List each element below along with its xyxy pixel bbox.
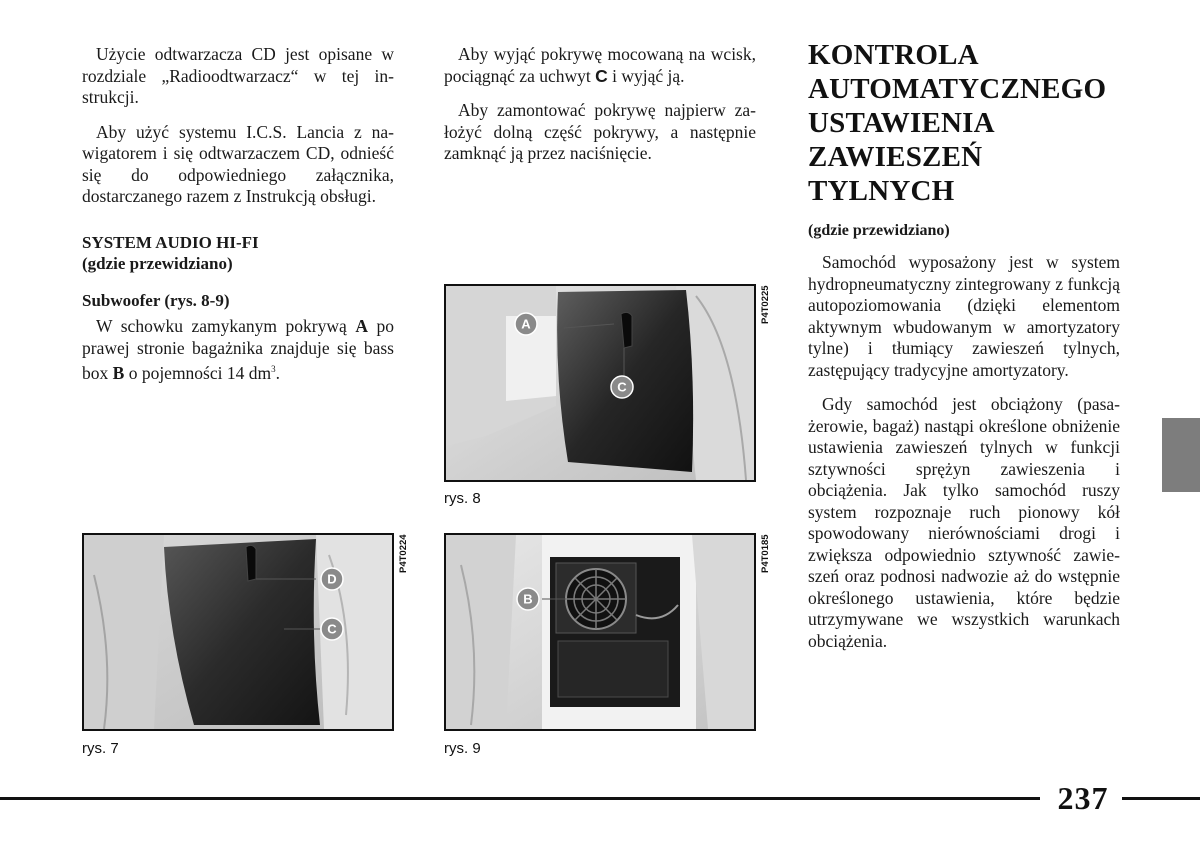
figure-8-code: P4T0225 xyxy=(760,285,771,324)
column-left xyxy=(82,44,394,384)
paragraph-ics-navigator: Aby użyć systemu I.C.S. Lancia z nawigatorem i się odtwarzaczem CD, odnieść się do odpowiedniego załącznika, dostarczanego razem z Instrukcją obsługi. xyxy=(82,121,394,206)
paragraph-remove-cover: Aby wyjąć pokrywę mocowaną na wcisk, pociągnąć za uchwyt C i wyjąć ją. xyxy=(444,44,756,86)
title-line: AUTOMATYCZNEGO xyxy=(808,73,1107,105)
footer-rule-right xyxy=(1122,797,1200,800)
title-line: USTAWIENIA xyxy=(808,107,995,139)
figure-9-code: P4T0185 xyxy=(760,534,771,573)
heading-audio-note: (gdzie przewidziano) xyxy=(82,254,233,273)
figure-7-code: P4T0224 xyxy=(398,534,409,573)
paragraph-suspension-load: Gdy samochód jest obciążony (pasażerowie, bagaż) nastąpi określone obniżenie ustawienia zawieszeń tylnych w funkcji sztywności sprężyn zawieszenia i obciążenia. Jak tylko samochód ruszy system rozpoznaje ruch pionowy kół spowodowany nierównościami drogi i zwiększa odpowiednio sztywność zawieszeń oraz podnosi nadwozie aż do wstępnie określonego ustawienia, które będzie utrzymywane we wszystkich warunkach obciążenia. xyxy=(808,394,1120,651)
figure-8-caption: rys. 8 xyxy=(444,490,481,507)
figure-7-image xyxy=(82,533,394,731)
footer-rule-left xyxy=(0,797,1040,800)
figure-9-image xyxy=(444,533,756,731)
figure-7-photo xyxy=(84,535,392,729)
figure-9-label-b: B xyxy=(523,591,533,607)
paragraph-cd-player: Użycie odtwarzacza CD jest opisane w rozdziale „Radioodtwarzacz“ w tej instrukcji. xyxy=(82,44,394,107)
title-line: TYLNYCH xyxy=(808,175,955,207)
figure-9-caption: rys. 9 xyxy=(444,740,481,757)
figure-9-photo xyxy=(446,535,754,729)
section-title xyxy=(808,38,1138,208)
section-edge-tab xyxy=(1162,418,1200,492)
page-number: 237 xyxy=(1057,780,1109,816)
title-note: (gdzie przewidziano) xyxy=(808,222,950,239)
figure-7-label-d: D xyxy=(327,571,337,587)
paragraph-mount-cover: Aby zamontować pokrywę najpierw założyć dolną część pokrywy, a następnie zamknąć ją przez naciśnięcie. xyxy=(444,100,756,163)
subheading-subwoofer: Subwoofer (rys. 8-9) xyxy=(82,290,230,310)
paragraph-suspension-system: Samochód wyposażony jest w system hydropneumatyczny zintegrowany z funkcją autopoziomowania (dzięki elementom aktywnym wbudowanym w amortyzatory tylne) i tłumiący zawieszeń tylnych, zastępujący tradycyjne amortyzatory. xyxy=(808,252,1120,380)
heading-audio-title: SYSTEM AUDIO HI-FI xyxy=(82,232,259,252)
column-right xyxy=(808,222,1120,652)
figure-8-label-a: A xyxy=(521,316,531,332)
title-line: KONTROLA xyxy=(808,39,979,71)
figure-8-photo xyxy=(446,286,754,480)
figure-8-image xyxy=(444,284,756,482)
figure-7-label-c: C xyxy=(327,621,337,637)
section-heading-audio xyxy=(82,232,394,275)
paragraph-subwoofer: W schowku zamykanym pokrywą A po prawej stronie bagażnika znajduje się bass box B o pojemności 14 $dm^3$. xyxy=(82,316,395,383)
column-middle xyxy=(444,44,756,165)
figure-7-caption: rys. 7 xyxy=(82,740,119,757)
figure-8-label-c: C xyxy=(617,379,627,395)
title-line: ZAWIESZEŃ xyxy=(808,141,983,173)
